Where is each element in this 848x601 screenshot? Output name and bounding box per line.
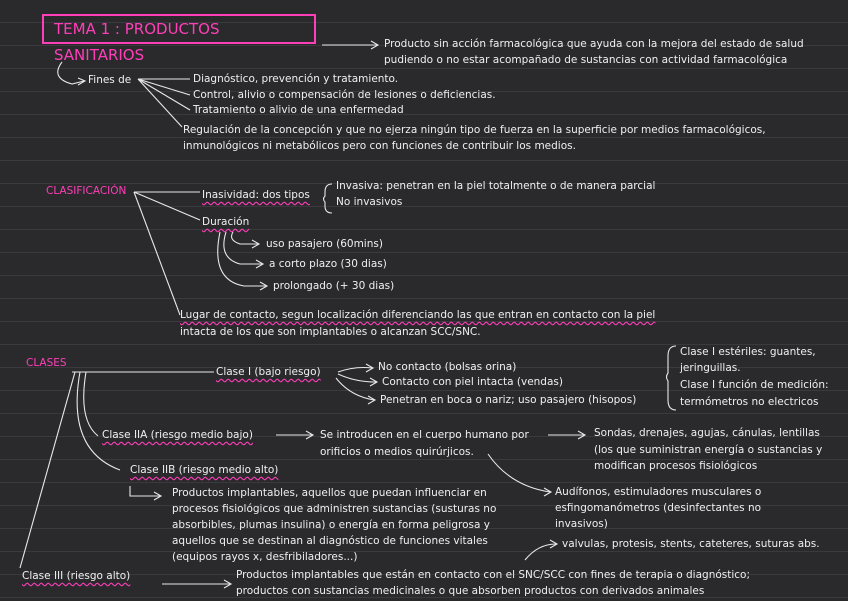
duracion-item-3: prolongado (+ 30 dias): [273, 280, 395, 292]
duracion-label: Duración: [202, 216, 250, 228]
clase2b-label: Clase IIB (riesgo medio alto): [130, 464, 279, 476]
regulation-line-2: inmunológicos ni metabólicos pero con funciones de contribuir los medios.: [183, 140, 576, 152]
definition-line-1: Producto sin acción farmacológica que ayuda con la mejora del estado de salud: [384, 38, 804, 50]
clase2a-example2-2: esfingomanómetros (desinfectantes no: [555, 502, 762, 514]
duracion-item-2: a corto plazo (30 dias): [269, 258, 387, 270]
fines-item-3: Tratamiento o alivio de una enfermedad: [193, 104, 404, 116]
invasividad-label: Inasividad: dos tipos: [202, 189, 310, 201]
clase3-desc-1: Productos implantables que están en contacto con el SNC/SCC con fines de terapia o diagnóstico;: [236, 569, 751, 581]
clase2a-example-2: (los que suministran energía o sustancias y: [594, 444, 823, 456]
clase2a-example2-1: Audífonos, estimuladores musculares o: [555, 486, 762, 498]
fines-item-1: Diagnóstico, prevención y tratamiento.: [193, 73, 399, 85]
clasificacion-heading: CLASIFICACIÓN: [46, 185, 127, 197]
invasiva-text: Invasiva: penetran en la piel totalmente o de manera parcial: [336, 180, 656, 192]
lugar-line-1: Lugar de contacto, segun localización diferenciando las que entran en contacto con la piel: [180, 309, 656, 321]
clase1-extra-4: termómetros no electricos: [680, 396, 819, 408]
definition-line-2: pudiendo o no estar acompañado de sustancias con actividad farmacológica: [384, 54, 788, 66]
no-invasivos-text: No invasivos: [336, 196, 403, 208]
clase1-extra-1: Clase I estériles: guantes,: [680, 346, 816, 358]
clase1-extra-3: Clase I función de medición:: [680, 379, 829, 391]
clase3-desc-2: productos con sustancias medicinales o que absorben productos con derivados animales: [236, 585, 705, 597]
clase2a-example-1: Sondas, drenajes, agujas, cánulas, lentillas: [594, 427, 820, 439]
clase2b-examples: valvulas, protesis, stents, cateteres, suturas abs.: [562, 538, 820, 550]
clase2a-label: Clase IIA (riesgo medio bajo): [102, 429, 253, 441]
fines-label: Fines de: [88, 74, 132, 86]
duracion-item-1: uso pasajero (60mins): [266, 238, 383, 250]
clase2a-desc-1: Se introducen en el cuerpo humano por: [320, 429, 529, 441]
clase2a-desc-2: orificios o medios quirúrjicos.: [320, 446, 474, 458]
regulation-line-1: Regulación de la concepción y que no ejerza ningún tipo de fuerza en la superficie por medios farmacológicos,: [183, 124, 766, 136]
page-title: TEMA 1 : PRODUCTOS SANITARIOS: [42, 14, 316, 44]
clase1-label: Clase I (bajo riesgo): [216, 366, 321, 378]
fines-item-2: Control, alivio o compensación de lesiones o deficiencias.: [193, 89, 496, 101]
clase2b-desc-4: aquellos que se destinan al diagnóstico de funciones vitales: [172, 535, 488, 547]
clase2b-desc-2: procesos fisiológicos que administren sustancias (susturas no: [172, 503, 497, 515]
clase2b-desc-1: Productos implantables, aquellos que puedan influenciar en: [172, 487, 487, 499]
clase2b-desc-5: (equipos rayos x, desfribiladores...): [172, 551, 358, 563]
clase1-item-3: Penetran en boca o nariz; uso pasajero (hisopos): [380, 394, 637, 406]
clase1-extra-2: jeringuillas.: [680, 362, 741, 374]
clase1-item-1: No contacto (bolsas orina): [378, 361, 517, 373]
clase2a-example2-3: invasivos): [555, 518, 608, 530]
clases-heading: CLASES: [26, 357, 67, 369]
clase1-item-2: Contacto con piel intacta (vendas): [382, 376, 563, 388]
clase2b-desc-3: absorbibles, plumas insulina) o energía en forma peligrosa y: [172, 519, 490, 531]
clase2a-example-3: modifican procesos fisiológicos: [594, 460, 758, 472]
clase3-label: Clase III (riesgo alto): [22, 570, 131, 582]
lugar-line-2: intacta de los que son implantables o alcanzan SCC/SNC.: [180, 326, 481, 338]
